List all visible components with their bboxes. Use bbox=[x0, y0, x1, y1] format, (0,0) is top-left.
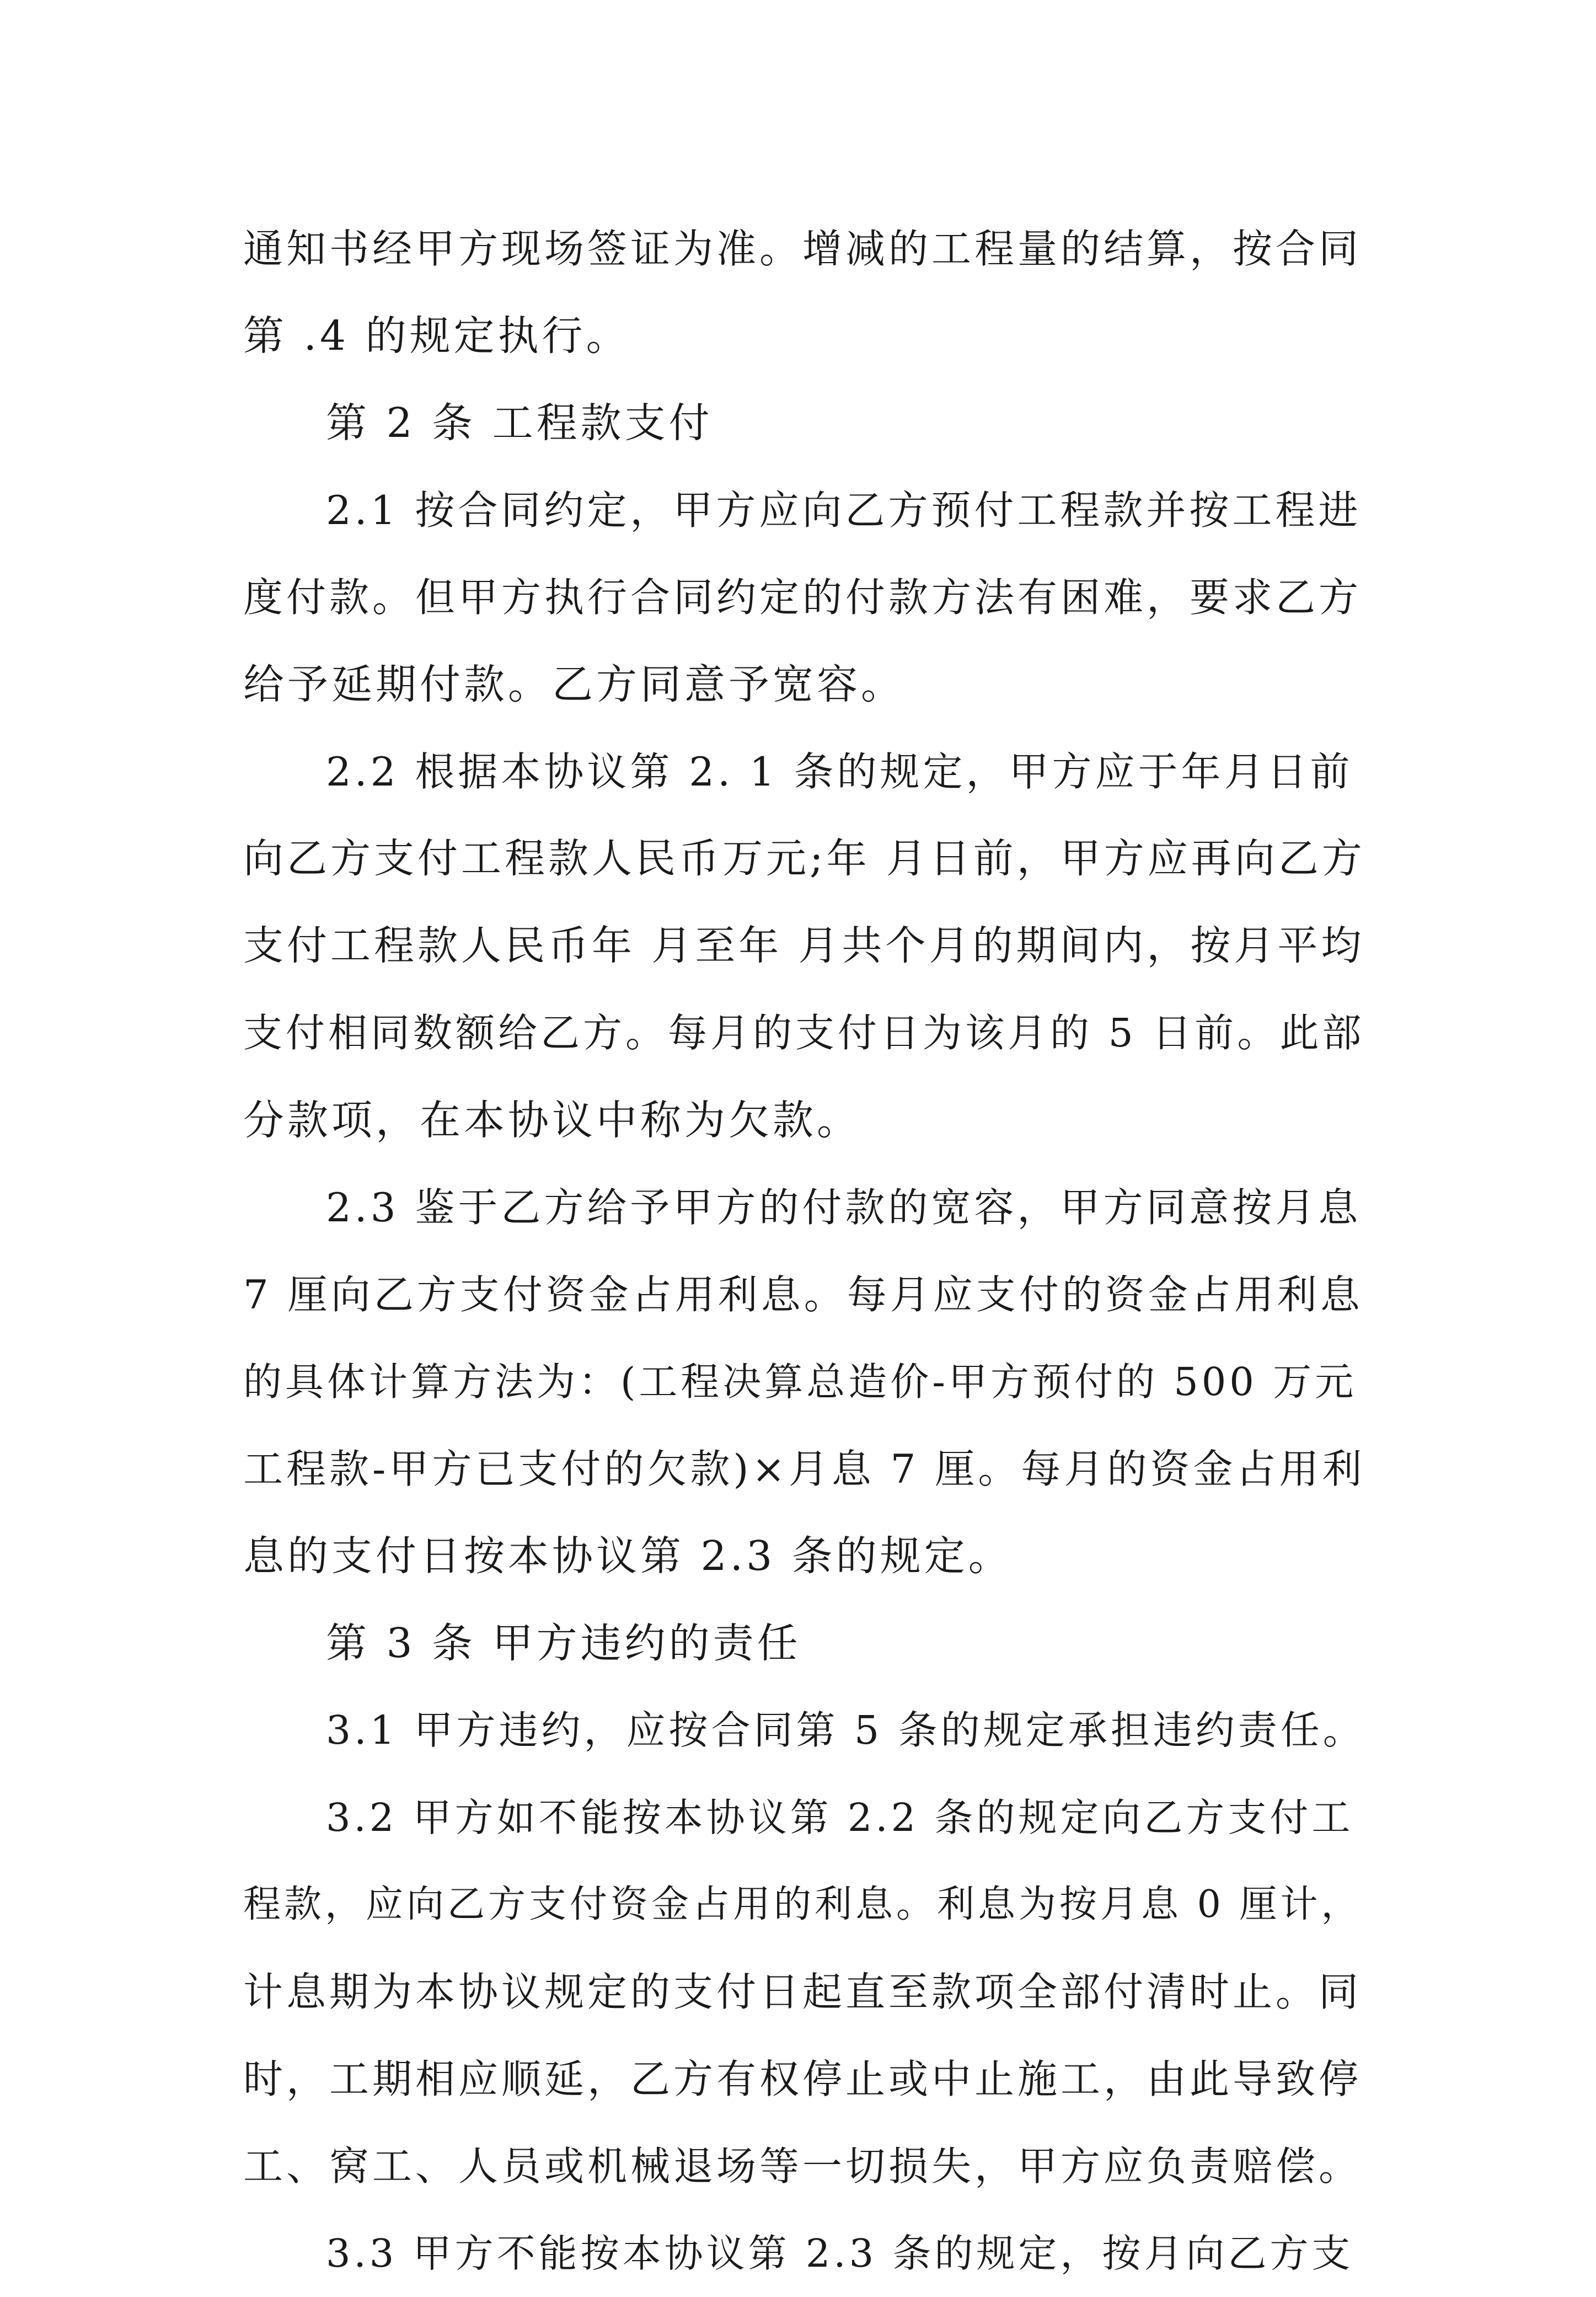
text-line: 支付相同数额给乙方。每月的支付日为该月的 5 日前。此部 bbox=[243, 1010, 1365, 1056]
text-line: 7 厘向乙方支付资金占用利息。每月应支付的资金占用利息 bbox=[243, 1272, 1363, 1318]
text-line: 2.3 鉴于乙方给予甲方的付款的宽容，甲方同意按月息 bbox=[326, 1184, 1362, 1231]
text-line: 工、窝工、人员或机械退场等一切损失，甲方应负责赔偿。 bbox=[243, 2143, 1362, 2189]
text-line: 第 3 条 甲方违约的责任 bbox=[326, 1620, 801, 1667]
document-body bbox=[243, 205, 1365, 2297]
text-line: 2.1 按合同约定，甲方应向乙方预付工程款并按工程进 bbox=[326, 487, 1362, 533]
text-line: 息的支付日按本协议第 2.3 条的规定。 bbox=[243, 1532, 1013, 1580]
text-line: 时，工期相应顺延，乙方有权停止或中止施工，由此导致停 bbox=[243, 2056, 1362, 2102]
text-line: 工程款-甲方已支付的欠款)×月息 7 厘。每月的资金占用利 bbox=[243, 1446, 1365, 1492]
text-line: 度付款。但甲方执行合同约定的付款方法有困难，要求乙方 bbox=[243, 574, 1362, 621]
text-line: 3.3 甲方不能按本协议第 2.3 条的规定，按月向乙方支 bbox=[326, 2231, 1354, 2276]
text-line: 给予延期付款。乙方同意予宽容。 bbox=[243, 661, 905, 708]
text-line: 支付工程款人民币年 月至年 月共个月的期间内，按月平均 bbox=[243, 922, 1365, 969]
text-line: 2.2 根据本协议第 2. 1 条的规定，甲方应于年月日前 bbox=[326, 749, 1353, 795]
text-line: 计息期为本协议规定的支付日起直至款项全部付清时止。同 bbox=[243, 1969, 1362, 2015]
text-line: 通知书经甲方现场签证为准。增减的工程量的结算，按合同 bbox=[243, 226, 1362, 272]
text-line: 分款项，在本协议中称为欠款。 bbox=[243, 1097, 861, 1144]
text-line: 的具体计算方法为：(工程决算总造价-甲方预付的 500 万元 bbox=[243, 1359, 1357, 1404]
text-line: 程款，应向乙方支付资金占用的利息。利息为按月息 0 厘计， bbox=[243, 1883, 1362, 1926]
text-line: 第 .4 的规定执行。 bbox=[243, 312, 630, 360]
text-line: 3.1 甲方违约，应按合同第 5 条的规定承担违约责任。 bbox=[326, 1707, 1365, 1753]
text-line: 3.2 甲方如不能按本协议第 2.2 条的规定向乙方支付工 bbox=[326, 1795, 1354, 1840]
text-line: 向乙方支付工程款人民币万元;年 月日前，甲方应再向乙方 bbox=[243, 835, 1365, 882]
text-line: 第 2 条 工程款支付 bbox=[326, 399, 713, 447]
